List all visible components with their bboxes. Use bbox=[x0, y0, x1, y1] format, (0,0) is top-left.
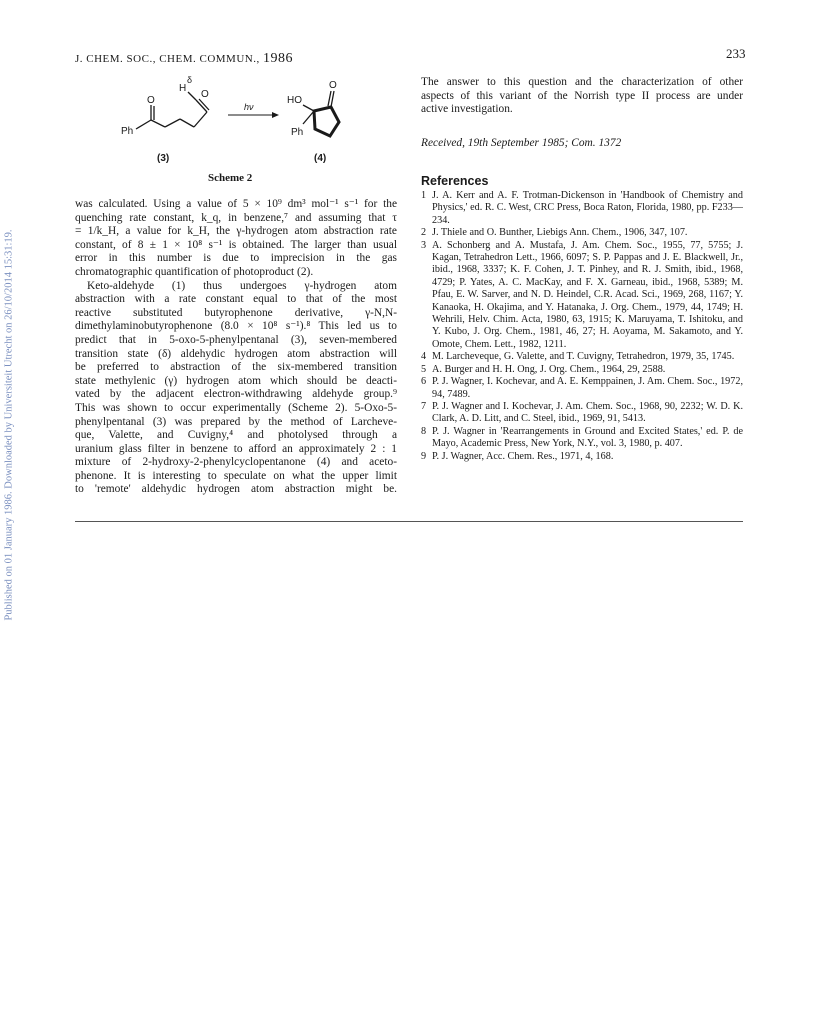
text-line: dimethylaminobutyrophenone (8.0 × 10⁸ s⁻¹).⁸ This led us to bbox=[75, 320, 397, 333]
reference-item bbox=[421, 451, 743, 463]
h-label: H bbox=[179, 83, 187, 94]
page-number: 233 bbox=[726, 46, 746, 61]
compound-3-label: (3) bbox=[157, 153, 170, 164]
text-line: This was shown to occur experimentally (Scheme 2). 5-Oxo-5- bbox=[75, 401, 397, 414]
cyclopentane-ring bbox=[314, 107, 339, 136]
reference-number: 5 bbox=[421, 363, 427, 375]
text-line: uranium glass filter in benzene to afford an approximately 2 : 1 bbox=[75, 442, 397, 455]
ph-label-3: Ph bbox=[121, 126, 134, 137]
text-line: to 'remote' aldehydic hydrogen atom abstraction might be. bbox=[75, 483, 397, 496]
journal-name: J. CHEM. SOC., CHEM. COMMUN., bbox=[75, 53, 260, 65]
reference-item bbox=[421, 426, 743, 451]
ph-label-4: Ph bbox=[291, 127, 304, 138]
reference-text: P. J. Wagner, I. Kochevar, and A. E. Kemppainen, J. Am. Chem. Soc., 1972, 94, 7489. bbox=[432, 376, 743, 400]
reference-number: 7 bbox=[421, 400, 427, 412]
ho-label: HO bbox=[287, 95, 302, 106]
scheme-caption: Scheme 2 bbox=[208, 172, 253, 184]
text-line: quenching rate constant, k_q, in benzene,⁷ and assuming that τ bbox=[75, 211, 397, 224]
download-note-text: Published on 01 January 1986. Downloaded by Universiteit Utrecht on 26/10/2014 15:31:19. bbox=[3, 229, 15, 621]
reference-text: P. J. Wagner, Acc. Chem. Res., 1971, 4, 168. bbox=[432, 450, 614, 462]
text-line: aspects of this variant of the Norrish type II process are under bbox=[421, 89, 743, 102]
reference-item bbox=[421, 364, 743, 376]
reference-number: 9 bbox=[421, 450, 427, 462]
reference-number: 2 bbox=[421, 227, 427, 239]
bond-chain-1 bbox=[151, 120, 165, 127]
journal-year: 1986 bbox=[262, 51, 293, 66]
text-line: be preferred to abstraction of the six-membered transition bbox=[75, 361, 397, 374]
reference-text: M. Larcheveque, G. Valette, and T. Cuvigny, Tetrahedron, 1979, 35, 1745. bbox=[432, 351, 735, 363]
reference-text: J. Thiele and O. Bunther, Liebigs Ann. Chem., 1906, 347, 107. bbox=[432, 227, 688, 239]
text-line: vated by the adjacent electron-withdrawing aldehyde group.⁹ bbox=[75, 388, 397, 401]
bond-ph-co bbox=[136, 120, 151, 129]
bond-ketone-b bbox=[328, 91, 331, 106]
text-line: transition state (δ) aldehydic hydrogen atom abstraction will bbox=[75, 347, 397, 360]
bond-c-oh bbox=[303, 105, 314, 111]
text-line: que, Valette, and Cuvigny,⁴ and photolysed through a bbox=[75, 429, 397, 442]
text-line: abstraction with a rate constant equal to that of the most bbox=[75, 293, 397, 306]
bond-ketone-a bbox=[331, 91, 334, 107]
compound-4-structure bbox=[303, 91, 339, 136]
text-line: reactive substituted butyrophenone derivative, γ-N,N- bbox=[75, 306, 397, 319]
text-line: error in this number is due to imprecision in the gas bbox=[75, 252, 397, 265]
bond-chain-3 bbox=[180, 119, 194, 127]
reference-item bbox=[421, 351, 743, 363]
reference-text: P. J. Wagner and I. Kochevar, J. Am. Chem. Soc., 1968, 90, 2232; W. D. K. Clark, A. D. Litt, and C. Steel, ibid., 1969, 91, 5413. bbox=[432, 400, 743, 425]
reference-item bbox=[421, 190, 743, 227]
left-column-text bbox=[75, 198, 397, 497]
text-line: constant, of 8 ± 1 × 10⁸ s⁻¹ is obtained. The larger than usual bbox=[75, 238, 397, 251]
reference-text: J. A. Kerr and A. F. Trotman-Dickenson in 'Handbook of Chemistry and Physics,' ed. R. C. West, CRC Press, Boca Raton, Florida, 1980, pp. F233—234. bbox=[432, 190, 743, 226]
bond-c-ph bbox=[303, 111, 314, 124]
oxygen-label-3b: O bbox=[201, 89, 209, 100]
delta-label: δ bbox=[187, 75, 193, 85]
compound-4-label: (4) bbox=[314, 153, 327, 164]
text-line: state methylenic (γ) hydrogen atom which should be deacti- bbox=[75, 374, 397, 387]
text-line: Keto-aldehyde (1) thus undergoes γ-hydrogen atom bbox=[87, 279, 397, 292]
page-divider bbox=[75, 521, 743, 522]
running-header bbox=[75, 51, 293, 67]
received-date: Received, 19th September 1985; Com. 1372 bbox=[421, 137, 622, 149]
reference-text: A. Schonberg and A. Mustafa, J. Am. Chem. Soc., 1955, 77, 5755; J. Kagan, Tetrahedron Lett., 1966, 6097; S. P. Pappas and J. E. Blackwell, Jr., ibid., 1968, 3337; K. F. Cohen, J. T. Pinhey, and R. J. Smith, ibid., 1968, 4729; P. Yates, A. C. MacKay, and F. X. Garneau, ibid., 1968, 5389; M. Pfau, E. W. Sarver, and N. D. Heindel, C.R. Acad. Sci., 1969, 268, 1167; Y. Kanaoka, H. Okajima, and Y. Hatanaka, J. Org. Chem., 1979, 44, 1749; H. Wehrili, Helv. Chim. Acta, 1980, 63, 1915; K. Maruyama, T. Ishitoku, and Y. Kubo, J. Org. Chem., 1981, 46, 27; H. Aoyama, M. Sakamoto, and Y. Omote, Chem. Lett., 1982, 1211. bbox=[432, 239, 743, 350]
reference-item bbox=[421, 240, 743, 352]
oxygen-label-4: O bbox=[329, 80, 337, 91]
reference-number: 8 bbox=[421, 425, 427, 437]
text-line: predict that in 5-oxo-5-phenylpentanal (3), seven-membered bbox=[75, 333, 397, 346]
bond-chain-2 bbox=[165, 119, 180, 127]
references-list bbox=[421, 190, 743, 463]
oxygen-label-3a: O bbox=[147, 95, 155, 106]
reference-text: P. J. Wagner in 'Rearrangements in Ground and Excited States,' ed. P. de Mayo, Academic Press, New York, N.Y., vol. 3, 1980, p. 407. bbox=[432, 425, 743, 450]
text-line: = 1/k_H, a value for k_H, the γ-hydrogen atom abstraction rate bbox=[75, 225, 397, 238]
reference-item bbox=[421, 227, 743, 239]
reference-number: 6 bbox=[421, 376, 427, 388]
text-line: was calculated. Using a value of 5 × 10⁹ dm³ mol⁻¹ s⁻¹ for the bbox=[75, 198, 397, 210]
reference-text: A. Burger and H. H. Ong, J. Org. Chem., 1964, 29, 2588. bbox=[432, 363, 666, 375]
arrow-head bbox=[272, 112, 279, 118]
reference-item bbox=[421, 376, 743, 401]
reaction-scheme bbox=[110, 74, 410, 174]
text-line: mixture of 2-hydroxy-2-phenylcyclopentanone (4) and aceto- bbox=[75, 456, 397, 469]
download-watermark bbox=[2, 215, 16, 635]
references-heading: References bbox=[421, 174, 489, 188]
text-line: chromatographic quantification of photoproduct (2). bbox=[75, 265, 314, 278]
reference-number: 4 bbox=[421, 351, 427, 363]
text-line: phenone. It is interesting to speculate on what the upper limit bbox=[75, 469, 397, 482]
right-column-text bbox=[421, 76, 743, 117]
text-line: The answer to this question and the characterization of other bbox=[421, 76, 743, 88]
text-line: phenylpentanal (3) was prepared by the method of Larcheve- bbox=[75, 415, 397, 428]
reference-number: 1 bbox=[421, 190, 427, 201]
bond-cho-h bbox=[188, 92, 196, 100]
bond-chain-4 bbox=[194, 112, 207, 127]
reference-number: 3 bbox=[421, 239, 427, 251]
hv-label: hν bbox=[244, 102, 254, 112]
text-line: active investigation. bbox=[421, 103, 513, 116]
reference-item bbox=[421, 401, 743, 426]
